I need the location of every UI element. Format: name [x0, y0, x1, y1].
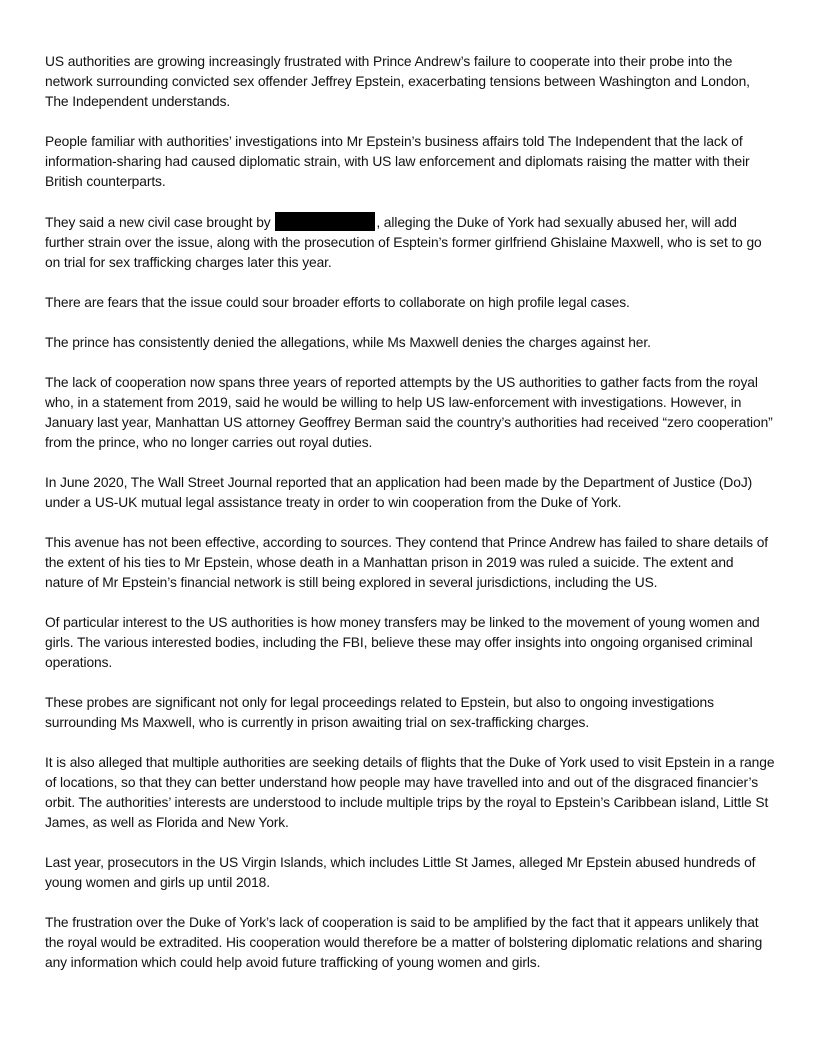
paragraph-12: Last year, prosecutors in the US Virgin Islands, which includes Little St James, alleged Mr Epstein abused hundreds of young women and girls up until 2018.	[45, 855, 756, 890]
paragraph-3-text-before: They said a new civil case brought by	[45, 215, 275, 230]
paragraph-9: Of particular interest to the US authorities is how money transfers may be linked to the movement of young women and girls. The various interested bodies, including the FBI, believe these may offer insights into ongoing organised criminal operations.	[45, 615, 760, 670]
paragraph-1: US authorities are growing increasingly frustrated with Prince Andrew’s failure to cooperate into their probe into the network surrounding convicted sex offender Jeffrey Epstein, exacerbating tensions between Washington and London, The Independent understands.	[45, 54, 750, 109]
paragraph-7: In June 2020, The Wall Street Journal reported that an application had been made by the Department of Justice (DoJ) under a US-UK mutual legal assistance treaty in order to win cooperation from the Duke of York.	[45, 475, 753, 510]
paragraph-5: The prince has consistently denied the allegations, while Ms Maxwell denies the charges against her.	[45, 335, 651, 350]
document-body	[45, 52, 775, 993]
paragraph-2: People familiar with authorities’ investigations into Mr Epstein’s business affairs told The Independent that the lack of information-sharing had caused diplomatic strain, with US law enforcement and diplomats raising the matter with their British counterparts.	[45, 134, 750, 189]
paragraph-3-redacted	[45, 212, 775, 273]
redaction-box	[275, 212, 375, 231]
paragraph-3-text-after: , alleging the Duke of York had sexually abused her, will add further strain over the issue, along with the prosecution of Esptein’s former girlfriend Ghislaine Maxwell, who is set to go on trial for sex trafficking charges later this year.	[45, 215, 762, 270]
paragraph-11: It is also alleged that multiple authorities are seeking details of flights that the Duke of York used to visit Epstein in a range of locations, so that they can better understand how people may have travelled into and out of the disgraced financier’s orbit. The authorities’ interests are understood to include multiple trips by the royal to Epstein’s Caribbean island, Little St James, as well as Florida and New York.	[45, 755, 775, 830]
paragraph-8: This avenue has not been effective, according to sources. They contend that Prince Andrew has failed to share details of the extent of his ties to Mr Epstein, whose death in a Manhattan prison in 2019 was ruled a suicide. The extent and nature of Mr Epstein’s financial network is still being explored in several jurisdictions, including the US.	[45, 535, 769, 590]
paragraph-13: The frustration over the Duke of York’s lack of cooperation is said to be amplified by the fact that it appears unlikely that the royal would be extradited. His cooperation would therefore be a matter of bolstering diplomatic relations and sharing any information which could help avoid future trafficking of young women and girls.	[45, 915, 763, 970]
paragraph-10: These probes are significant not only for legal proceedings related to Epstein, but also to ongoing investigations surrounding Ms Maxwell, who is currently in prison awaiting trial on sex-trafficking charges.	[45, 695, 714, 730]
paragraph-6: The lack of cooperation now spans three years of reported attempts by the US authorities to gather facts from the royal who, in a statement from 2019, said he would be willing to help US law-enforcement with investigations. However, in January last year, Manhattan US attorney Geoffrey Berman said the country’s authorities had received “zero cooperation” from the prince, who no longer carries out royal duties.	[45, 375, 773, 450]
paragraph-4: There are fears that the issue could sour broader efforts to collaborate on high profile legal cases.	[45, 295, 630, 310]
